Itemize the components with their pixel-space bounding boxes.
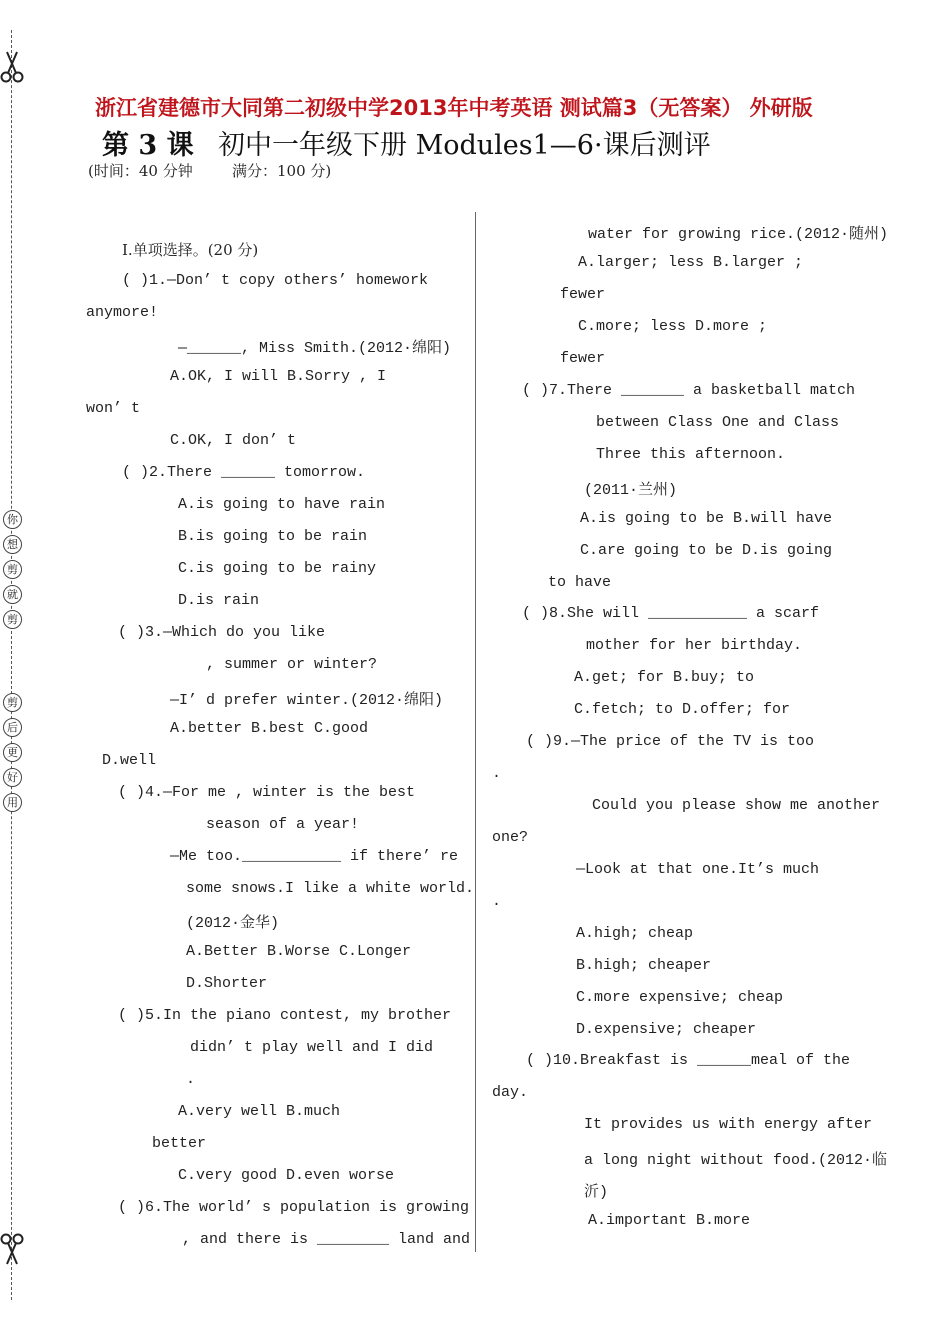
sidebar-char: 剪 — [3, 610, 22, 629]
sidebar-char: 剪 — [3, 693, 22, 712]
column-divider — [475, 212, 476, 1252]
option-line: A.better B.best C.good — [170, 720, 369, 737]
sidebar-char: 后 — [3, 718, 22, 737]
option-line: to have — [548, 574, 612, 591]
option-line: C.OK, I don’ t — [170, 432, 297, 449]
option-line: A.OK, I will B.Sorry , I — [170, 368, 387, 385]
option-line: C.are going to be D.is going — [580, 542, 833, 559]
question-line: season of a year! — [206, 816, 360, 833]
question-line: between Class One and Class — [596, 414, 840, 431]
exam-time: (时间：40 分钟 — [88, 162, 193, 180]
sidebar-char: 用 — [3, 793, 22, 812]
question-line: , and there is ________ land and — [182, 1231, 471, 1248]
question-line: It provides us with energy after — [584, 1116, 873, 1133]
question-line: , summer or winter? — [206, 656, 378, 673]
question-line: ( )2.There ______ tomorrow. — [122, 464, 366, 481]
question-line: ( )1.—Don’ t copy others’ homework — [122, 272, 429, 289]
option-line: D.well — [102, 752, 157, 769]
question-source: 沂) — [584, 1184, 609, 1201]
option-line: A.is going to be B.will have — [580, 510, 833, 527]
question-line: didn’ t play well and I did — [190, 1039, 434, 1056]
question-line: one? — [492, 829, 529, 846]
question-line: —Me too.___________ if there’ re — [170, 848, 459, 865]
section-heading: Ⅰ.单项选择。(20 分) — [122, 241, 259, 259]
question-line: mother for her birthday. — [586, 637, 803, 654]
option-line: A.important B.more — [588, 1212, 751, 1229]
question-source: (2011·兰州) — [584, 482, 678, 499]
question-line: . — [492, 765, 502, 782]
question-line: ( )9.—The price of the TV is too — [526, 733, 815, 750]
question-line: —Look at that one.It’s much — [576, 861, 820, 878]
option-line: C.very good D.even worse — [178, 1167, 395, 1184]
question-line: Three this afternoon. — [596, 446, 786, 463]
option-line: better — [152, 1135, 207, 1152]
question-line: ( )7.There _______ a basketball match — [522, 382, 856, 399]
option-line: A.is going to have rain — [178, 496, 386, 513]
question-line: —______, Miss Smith.(2012·绵阳) — [178, 340, 452, 357]
option-line: fewer — [560, 286, 606, 303]
option-line: won’ t — [86, 400, 141, 417]
option-line: fewer — [560, 350, 606, 367]
question-line: day. — [492, 1084, 529, 1101]
option-line: D.is rain — [178, 592, 260, 609]
question-line: a long night without food.(2012·临 — [584, 1152, 888, 1169]
exam-score: 满分：100 分) — [232, 162, 332, 180]
question-line: anymore! — [86, 304, 159, 321]
question-line: . — [186, 1071, 196, 1088]
option-line: D.expensive; cheaper — [576, 1021, 757, 1038]
scissors-icon — [0, 50, 24, 84]
sidebar-char: 就 — [3, 585, 22, 604]
question-line: ( )3.—Which do you like — [118, 624, 326, 641]
option-line: C.is going to be rainy — [178, 560, 377, 577]
cut-line — [11, 30, 12, 1300]
sidebar-char: 剪 — [3, 560, 22, 579]
sidebar-char: 想 — [3, 535, 22, 554]
option-line: D.Shorter — [186, 975, 268, 992]
option-line: A.high; cheap — [576, 925, 694, 942]
option-line: A.get; for B.buy; to — [574, 669, 755, 686]
question-line: —I’ d prefer winter.(2012·绵阳) — [170, 692, 444, 709]
document-title: 浙江省建德市大同第二初级中学2013年中考英语 测试篇3（无答案） 外研版 — [95, 96, 813, 120]
question-line: ( )6.The world’ s population is growing — [118, 1199, 470, 1216]
question-line: ( )10.Breakfast is ______meal of the — [526, 1052, 851, 1069]
question-line: ( )8.She will ___________ a scarf — [522, 605, 820, 622]
sidebar-char: 你 — [3, 510, 22, 529]
option-line: A.Better B.Worse C.Longer — [186, 943, 412, 960]
option-line: B.is going to be rain — [178, 528, 368, 545]
option-line: A.larger; less B.larger ; — [578, 254, 804, 271]
question-line: ( )4.—For me , winter is the best — [118, 784, 416, 801]
lesson-subtitle: 初中一年级下册 Modules1—6·课后测评 — [218, 130, 711, 161]
question-line: water for growing rice.(2012·随州) — [588, 226, 889, 243]
question-line: Could you please show me another — [592, 797, 881, 814]
sidebar-char: 好 — [3, 768, 22, 787]
option-line: A.very well B.much — [178, 1103, 341, 1120]
option-line: C.fetch; to D.offer; for — [574, 701, 791, 718]
question-line: ( )5.In the piano contest, my brother — [118, 1007, 452, 1024]
lesson-number: 第 3 课 — [102, 130, 194, 161]
scissors-icon — [0, 1232, 24, 1266]
option-line: C.more expensive; cheap — [576, 989, 784, 1006]
option-line: B.high; cheaper — [576, 957, 712, 974]
question-source: (2012·金华) — [186, 915, 280, 932]
option-line: C.more; less D.more ; — [578, 318, 768, 335]
question-line: . — [492, 893, 502, 910]
question-line: some snows.I like a white world. — [186, 880, 475, 897]
sidebar-char: 更 — [3, 743, 22, 762]
